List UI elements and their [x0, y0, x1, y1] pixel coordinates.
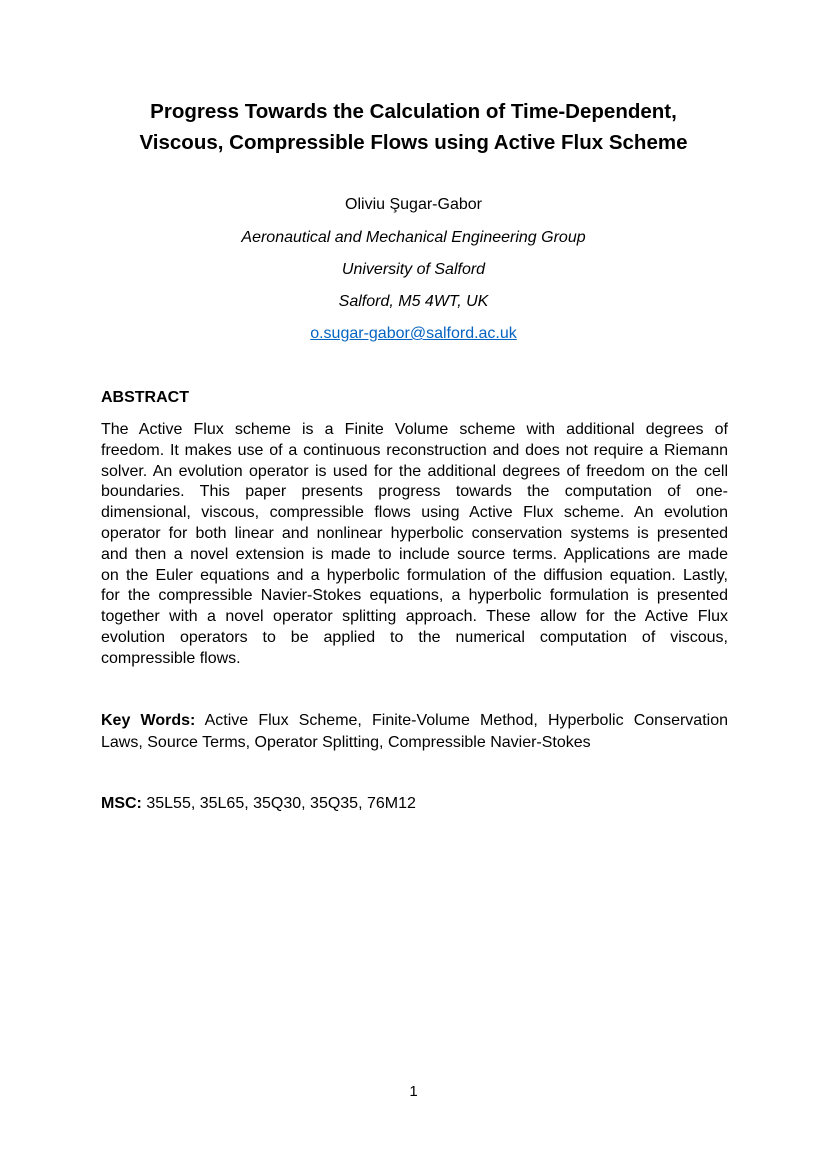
- keywords-label: Key Words:: [101, 712, 196, 729]
- abstract-line: for the compressible Navier-Stokes equations, a hyperbolic formulation is presented: [101, 587, 728, 605]
- page-number: 1: [409, 1083, 418, 1100]
- paper-title: [60, 96, 767, 158]
- keywords-text-1: Active Flux Scheme, Finite-Volume Method, Hyperbolic Conservation: [204, 712, 728, 729]
- abstract-line: together with a novel operator splitting approach. These allow for the Active Flux: [101, 608, 728, 626]
- title-line-1: Progress Towards the Calculation of Time-Dependent,: [150, 100, 677, 123]
- affiliation-university: University of Salford: [341, 261, 486, 278]
- keywords-line-1: [101, 710, 728, 732]
- affiliation-address: Salford, M5 4WT, UK: [338, 293, 489, 310]
- abstract-line: The Active Flux scheme is a Finite Volume scheme with additional degrees of: [101, 421, 728, 438]
- abstract-line: dimensional, viscous, compressible flows using Active Flux scheme. An evolution: [101, 504, 728, 522]
- abstract-line: compressible flows.: [101, 649, 241, 667]
- author-name: Oliviu Şugar-Gabor: [345, 196, 482, 213]
- msc-block: [101, 795, 416, 813]
- abstract-line: on the Euler equations and a hyperbolic formulation of the diffusion equation. Lastly,: [101, 566, 728, 584]
- abstract-line: boundaries. This paper presents progress towards the computation of one-: [101, 483, 728, 501]
- abstract-line: solver. An evolution operator is used for the additional degrees of freedom on the cell: [101, 462, 728, 480]
- abstract-line: and then a novel extension is made to include source terms. Applications are made: [101, 545, 728, 563]
- affiliation-group: Aeronautical and Mechanical Engineering Group: [241, 229, 586, 246]
- keywords-line-2: Laws, Source Terms, Operator Splitting, Compressible Navier-Stokes: [101, 734, 591, 751]
- abstract-line: operator for both linear and nonlinear hyperbolic conservation systems is presented: [101, 524, 728, 542]
- keywords-block: [101, 710, 728, 754]
- abstract-body: [101, 420, 728, 670]
- msc-codes: 35L55, 35L65, 35Q30, 35Q35, 76M12: [146, 795, 416, 812]
- abstract-line: evolution operators to be applied to the numerical computation of viscous,: [101, 628, 728, 646]
- abstract-heading: ABSTRACT: [101, 389, 189, 406]
- msc-label: MSC:: [101, 795, 142, 812]
- title-line-2: Viscous, Compressible Flows using Active Flux Scheme: [139, 131, 688, 154]
- author-email-link[interactable]: o.sugar-gabor@salford.ac.uk: [310, 325, 517, 342]
- abstract-line: freedom. It makes use of a continuous reconstruction and does not require a Riemann: [101, 441, 728, 459]
